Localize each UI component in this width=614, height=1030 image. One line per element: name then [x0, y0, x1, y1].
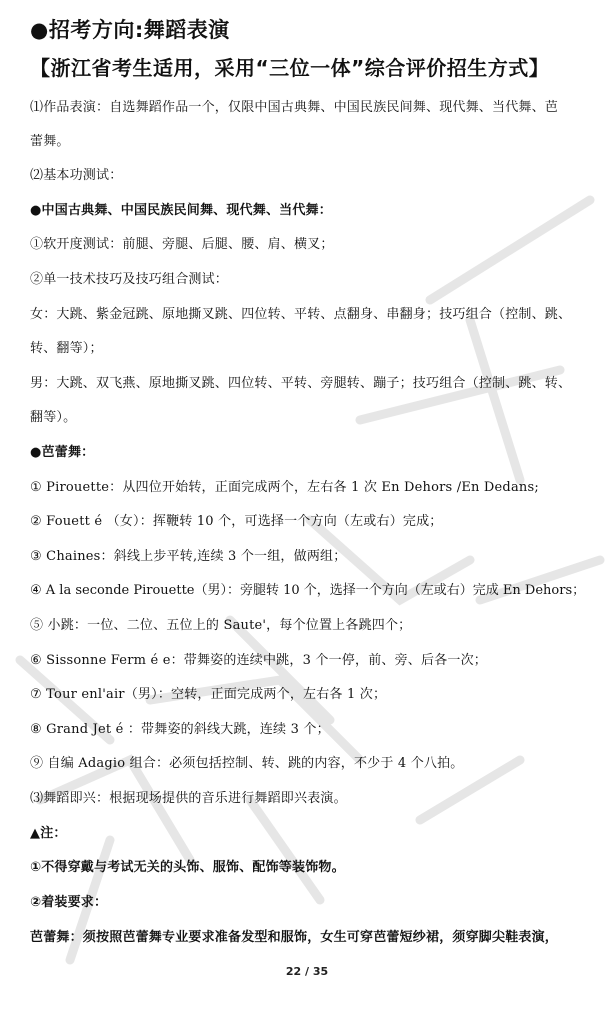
page-number: 22 / 35: [285, 965, 329, 978]
list-item: ⑧ Grand Jet é ：带舞姿的斜线大跳，连续 3 个；: [30, 722, 330, 737]
text-line: 女：大跳、紫金冠跳、原地撕叉跳、四位转、平转、点翻身、串翻身；技巧组合（控制、跳、: [30, 307, 572, 322]
text-line: ②单一技术技巧及技巧组合测试：: [30, 272, 229, 287]
subsection-heading: ●中国古典舞、中国民族民间舞、现代舞、当代舞：: [30, 203, 332, 218]
list-item: ① Pirouette：从四位开始转，正面完成两个，左右各 1 次 En Dehors /En Dedans;: [30, 480, 539, 495]
note-heading: ▲注：: [30, 826, 67, 841]
text-line: 男：大跳、双飞燕、原地撕叉跳、四位转、平转、旁腿转、蹦子；技巧组合（控制、跳、转、: [30, 376, 572, 391]
text-line: ⑴作品表演：自选舞蹈作品一个，仅限中国古典舞、中国民族民间舞、现代舞、当代舞、芭: [30, 100, 559, 115]
list-item: ⑦ Tour enl'air（男）：空转，正面完成两个，左右各 1 次；: [30, 687, 387, 702]
text-line: ⑶舞蹈即兴：根据现场提供的音乐进行舞蹈即兴表演。: [30, 791, 347, 806]
list-item: ③ Chaines：斜线上步平转,连续 3 个一组，做两组；: [30, 549, 347, 564]
note-item: ②着装要求：: [30, 895, 108, 910]
list-item: ④ A la seconde Pirouette（男）：旁腿转 10 个，选择一个方向（左或右）完成 En Dehors；: [30, 583, 586, 598]
note-item: 芭蕾舞：须按照芭蕾舞专业要求准备发型和服饰，女生可穿芭蕾短纱裙，须穿脚尖鞋表演，: [30, 930, 559, 945]
note-item: ①不得穿戴与考试无关的头饰、服饰、配饰等装饰物。: [30, 860, 345, 875]
text-line: 转、翻等）；: [30, 341, 103, 356]
section-heading: ●招考方向:舞蹈表演: [30, 18, 230, 42]
list-item: ⑨ 自编 Adagio 组合：必须包括控制、转、跳的内容，不少于 4 个八拍。: [30, 756, 464, 771]
list-item: ⑥ Sissonne Ferm é e：带舞姿的连续中跳，3 个一停，前、旁、后各一次；: [30, 653, 487, 668]
subsection-heading: ●芭蕾舞：: [30, 445, 95, 460]
text-line: 翻等）。: [30, 410, 77, 425]
text-line: ⑵基本功测试：: [30, 168, 123, 183]
list-item: ② Fouett é （女）：挥鞭转 10 个，可选择一个方向（左或右）完成；: [30, 514, 443, 529]
text-line: 蕾舞。: [30, 134, 70, 149]
list-item: ⑤ 小跳：一位、二位、五位上的 Saute'，每个位置上各跳四个；: [30, 618, 412, 633]
text-line: ①软开度测试：前腿、旁腿、后腿、腰、肩、横叉；: [30, 237, 334, 252]
admission-type-banner: 【浙江省考生适用，采用“三位一体”综合评价招生方式】: [30, 56, 550, 80]
